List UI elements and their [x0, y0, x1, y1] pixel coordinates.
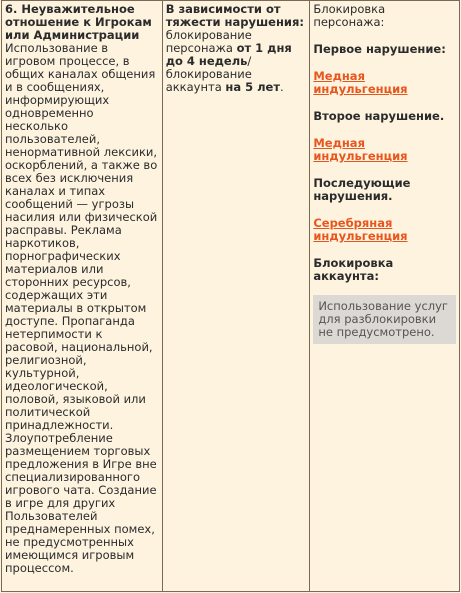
- penalty-account-block: / блокирование аккаунта: [165, 54, 252, 94]
- table-row: [2, 1, 460, 592]
- violation-description: Использование в игровом процессе, в общих каналах общения и в сообщениях, информирующих одновременно несколько пользователей, ненормативной лексики, оскорблений, а также во всех без исключения каналах и типах сообщений — угрозы насилия или физической расправы. Реклама наркотиков, порнографических материалов или сторонних ресурсов, содержащих эти материалы в открытом доступе. Пропаганда нетерпимости к расовой, национальной, религиозной, культурной, идеологической, половой, языковой или политической принадлежности. Злоупотребление размещением торговых предложения в Игре вне специализированного игрового чата. Создание в игре для других Пользователей преднамеренных помех, не предусмотренных имеющимся игровым процессом.: [5, 41, 158, 575]
- penalty-cell: [162, 1, 310, 592]
- copper-indulgence-link-2[interactable]: Медная индульгенция: [313, 136, 408, 163]
- second-violation-label: Второе нарушение.: [313, 109, 445, 123]
- penalty-char-block: блокирование персонажа: [165, 28, 252, 55]
- copper-indulgence-link-1[interactable]: Медная индульгенция: [313, 69, 408, 96]
- subsequent-violations-label: Последующие нарушения.: [313, 176, 411, 203]
- penalty-severity: В зависимости от тяжести нарушения:: [165, 2, 304, 29]
- char-block-heading: Блокировка персонажа:: [313, 2, 386, 29]
- account-block-label: Блокировка аккаунта:: [313, 256, 394, 283]
- penalty-account-duration: на 5 лет: [225, 80, 281, 94]
- violation-cell: [2, 1, 163, 592]
- first-violation-label: Первое нарушение:: [313, 42, 446, 56]
- silver-indulgence-link[interactable]: Серебряная индульгенция: [313, 216, 408, 243]
- unblock-cell: [310, 1, 460, 592]
- penalty-char-duration: от 1 дня до 4 недель: [165, 41, 292, 68]
- rules-table: [1, 0, 460, 592]
- violation-title: 6. Неуважительное отношение к Игрокам или Администрации: [5, 2, 152, 42]
- account-unblock-note: Использование услуг для разблокировки не предусмотрено.: [313, 295, 456, 344]
- penalty-end: .: [280, 80, 284, 94]
